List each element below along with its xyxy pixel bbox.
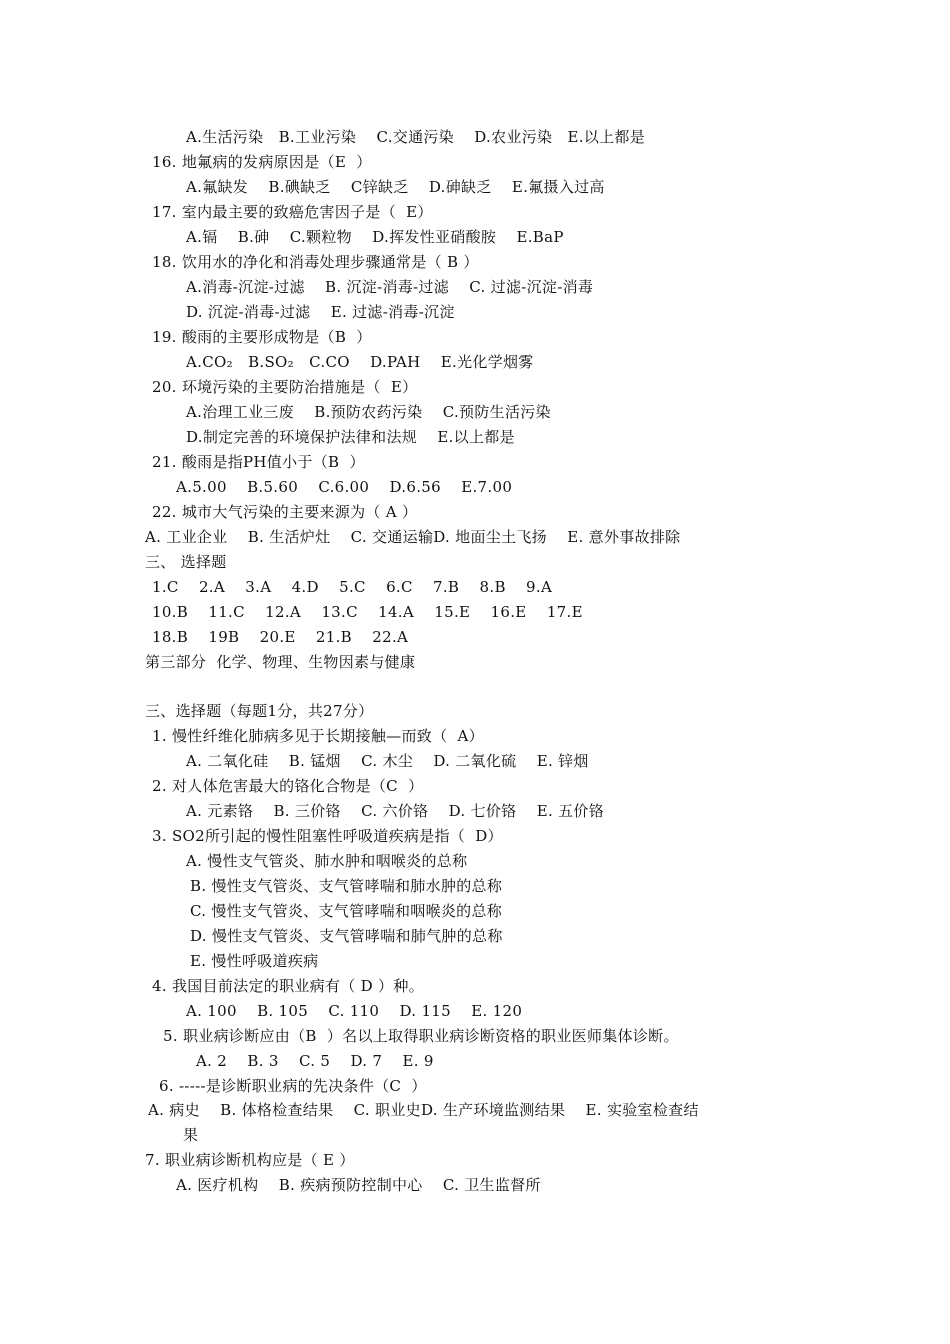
p3-q2-options: A. 元素铬 B. 三价铬 C. 六价铬 D. 七价铬 E. 五价铬: [186, 802, 605, 820]
answers-row2: 10.B 11.C 12.A 13.C 14.A 15.E 16.E 17.E: [152, 603, 583, 621]
p3-q1-question: 1. 慢性纤维化肺病多见于长期接触—而致（ A）: [152, 727, 484, 745]
q18-options-line1: A.消毒-沉淀-过滤 B. 沉淀-消毒-过滤 C. 过滤-沉淀-消毒: [186, 278, 594, 296]
q21-options: A.5.00 B.5.60 C.6.00 D.6.56 E.7.00: [176, 478, 513, 496]
p3-q3-option-c: C. 慢性支气管炎、支气管哮喘和咽喉炎的总称: [190, 902, 503, 920]
part3-title: 第三部分 化学、物理、生物因素与健康: [145, 653, 416, 671]
p3-q2-question: 2. 对人体危害最大的铬化合物是（C ）: [152, 777, 424, 795]
q20-question: 20. 环境污染的主要防治措施是（ E）: [152, 378, 418, 396]
p3-q4-question: 4. 我国目前法定的职业病有（ D ）种。: [152, 977, 424, 995]
p3-q1-options: A. 二氧化硅 B. 锰烟 C. 木尘 D. 二氧化硫 E. 锌烟: [186, 752, 589, 770]
q22-question: 22. 城市大气污染的主要来源为（ A ）: [152, 503, 418, 521]
q16-options: A.氟缺发 B.碘缺乏 C锌缺乏 D.砷缺乏 E.氟摄入过高: [186, 178, 605, 196]
q20-options-line1: A.治理工业三废 B.预防农药污染 C.预防生活污染: [186, 403, 551, 421]
section-heading: 三、选择题（每题1分，共27分）: [145, 702, 374, 720]
p3-q5-options: A. 2 B. 3 C. 5 D. 7 E. 9: [196, 1052, 434, 1070]
answers-row1: 1.C 2.A 3.A 4.D 5.C 6.C 7.B 8.B 9.A: [152, 578, 553, 596]
q21-question: 21. 酸雨是指PH值小于（B ）: [152, 453, 365, 471]
p3-q3-option-e: E. 慢性呼吸道疾病: [190, 952, 319, 970]
p3-q4-options: A. 100 B. 105 C. 110 D. 115 E. 120: [186, 1002, 523, 1020]
p3-q6-options-wrap: 果: [183, 1126, 199, 1144]
p3-q3-option-b: B. 慢性支气管炎、支气管哮喘和肺水肿的总称: [190, 877, 503, 895]
p3-q7-options: A. 医疗机构 B. 疾病预防控制中心 C. 卫生监督所: [176, 1176, 541, 1194]
p3-q3-option-d: D. 慢性支气管炎、支气管哮喘和肺气肿的总称: [190, 927, 503, 945]
q19-options: A.CO₂ B.SO₂ C.CO D.PAH E.光化学烟雾: [186, 353, 534, 371]
p3-q7-question: 7. 职业病诊断机构应是（ E ）: [145, 1151, 355, 1169]
q15-options: A.生活污染 B.工业污染 C.交通污染 D.农业污染 E.以上都是: [186, 128, 646, 146]
answers-row3: 18.B 19B 20.E 21.B 22.A: [152, 628, 409, 646]
p3-q6-question: 6. -----是诊断职业病的先决条件（C ）: [159, 1077, 427, 1095]
q20-options-line2: D.制定完善的环境保护法律和法规 E.以上都是: [186, 428, 515, 446]
q17-options: A.镉 B.砷 C.颗粒物 D.挥发性亚硝酸胺 E.BaP: [186, 228, 564, 246]
q18-question: 18. 饮用水的净化和消毒处理步骤通常是（ B ）: [152, 253, 479, 271]
q16-question: 16. 地氟病的发病原因是（E ）: [152, 153, 372, 171]
p3-q3-option-a: A. 慢性支气管炎、肺水肿和咽喉炎的总称: [186, 852, 468, 870]
q17-question: 17. 室内最主要的致癌危害因子是（ E）: [152, 203, 433, 221]
p3-q6-options: A. 病史 B. 体格检查结果 C. 职业史D. 生产环境监测结果 E. 实验室检查结: [148, 1101, 699, 1119]
p3-q3-question: 3. SO2所引起的慢性阻塞性呼吸道疾病是指（ D）: [152, 827, 503, 845]
answers-heading: 三、 选择题: [145, 553, 227, 571]
p3-q5-question: 5. 职业病诊断应由（B ）名以上取得职业病诊断资格的职业医师集体诊断。: [163, 1027, 679, 1045]
q19-question: 19. 酸雨的主要形成物是（B ）: [152, 328, 372, 346]
q18-options-line2: D. 沉淀-消毒-过滤 E. 过滤-消毒-沉淀: [186, 303, 455, 321]
q22-options: A. 工业企业 B. 生活炉灶 C. 交通运输D. 地面尘土飞扬 E. 意外事故排除: [145, 528, 681, 546]
